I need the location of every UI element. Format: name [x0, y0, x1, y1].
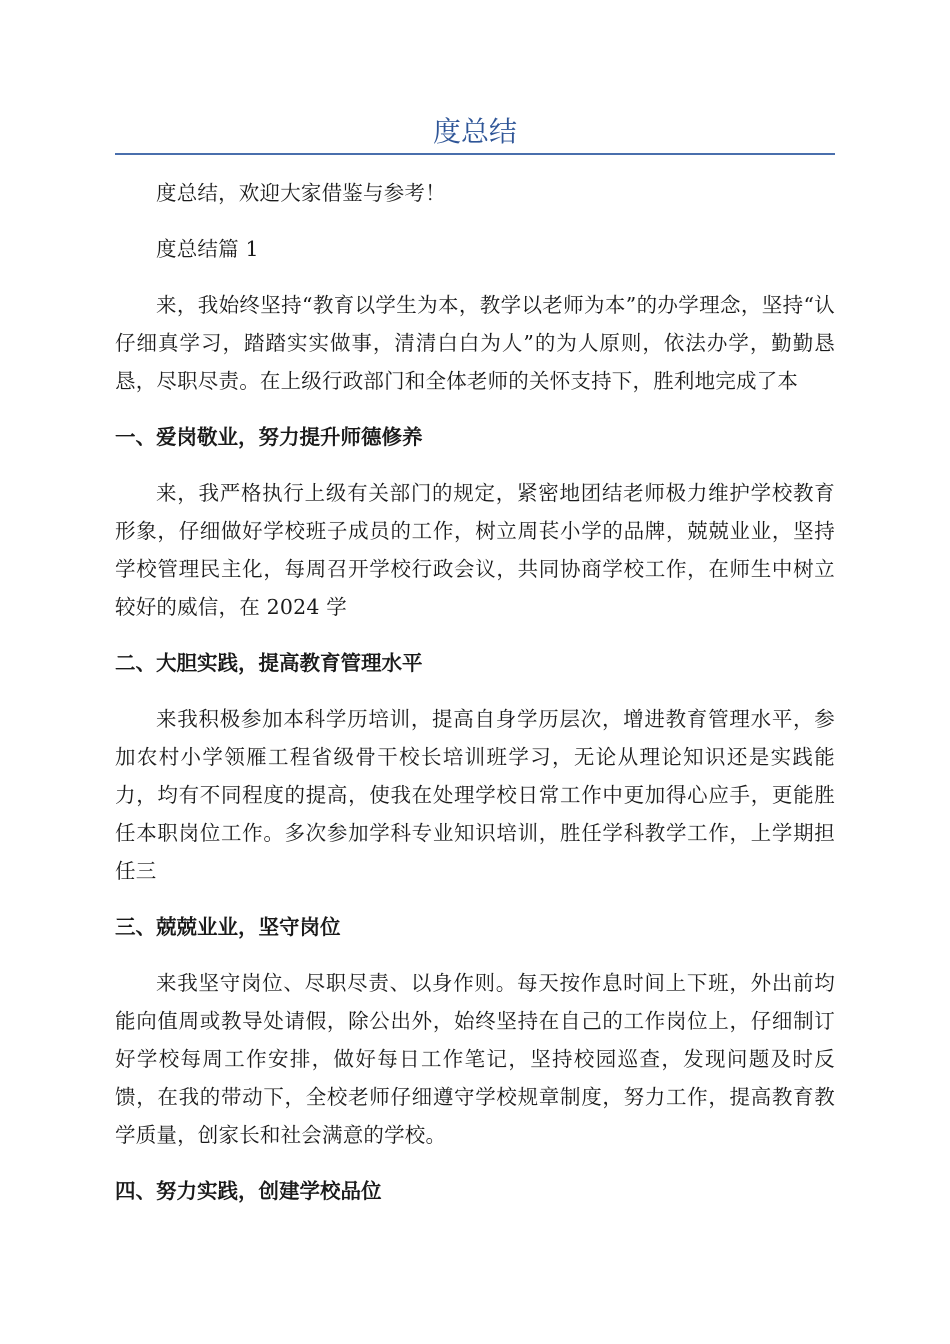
- section-subtitle: 度总结篇 1: [156, 237, 259, 261]
- section-heading-3: 三、兢兢业业，坚守岗位: [115, 915, 341, 939]
- document-title: 度总结: [432, 115, 517, 148]
- document-body: [115, 174, 835, 1228]
- title-divider: [115, 153, 835, 155]
- body-paragraph-4: 来我坚守岗位、尽职尽责、以身作则。每天按作息时间上下班，外出前均能向值周或教导处请假，除公出外，始终坚持在自己的工作岗位上，仔细制订好学校每周工作安排，做好每日工作笔记，坚持校园巡查，发现问题及时反馈，在我的带动下，全校老师仔细遵守学校规章制度，努力工作，提高教育教学质量，创家长和社会满意的学校。: [115, 971, 835, 1147]
- section-heading-1: 一、爱岗敬业，努力提升师德修养: [115, 425, 423, 449]
- section-heading-2: 二、大胆实践，提高教育管理水平: [115, 651, 423, 675]
- intro-paragraph: 度总结，欢迎大家借鉴与参考！: [156, 181, 446, 205]
- body-paragraph-3: 来我积极参加本科学历培训，提高自身学历层次，增进教育管理水平，参加农村小学领雁工程省级骨干校长培训班学习，无论从理论知识还是实践能力，均有不同程度的提高，使我在处理学校日常工作中更加得心应手，更能胜任本职岗位工作。多次参加学科专业知识培训，胜任学科教学工作，上学期担任三: [115, 707, 835, 883]
- section-heading-4: 四、努力实践，创建学校品位: [115, 1179, 382, 1203]
- body-paragraph-2: 来，我严格执行上级有关部门的规定，紧密地团结老师极力维护学校教育形象，仔细做好学校班子成员的工作，树立周苌小学的品牌，兢兢业业，坚持学校管理民主化，每周召开学校行政会议，共同协商学校工作，在师生中树立较好的威信，在 2024 学: [115, 481, 835, 619]
- body-paragraph-1: 来，我始终坚持“教育以学生为本，教学以老师为本”的办学理念，坚持“认仔细真学习，踏踏实实做事，清清白白为人”的为人原则，依法办学，勤勤恳恳，尽职尽责。在上级行政部门和全体老师的关怀支持下，胜利地完成了本: [115, 293, 835, 393]
